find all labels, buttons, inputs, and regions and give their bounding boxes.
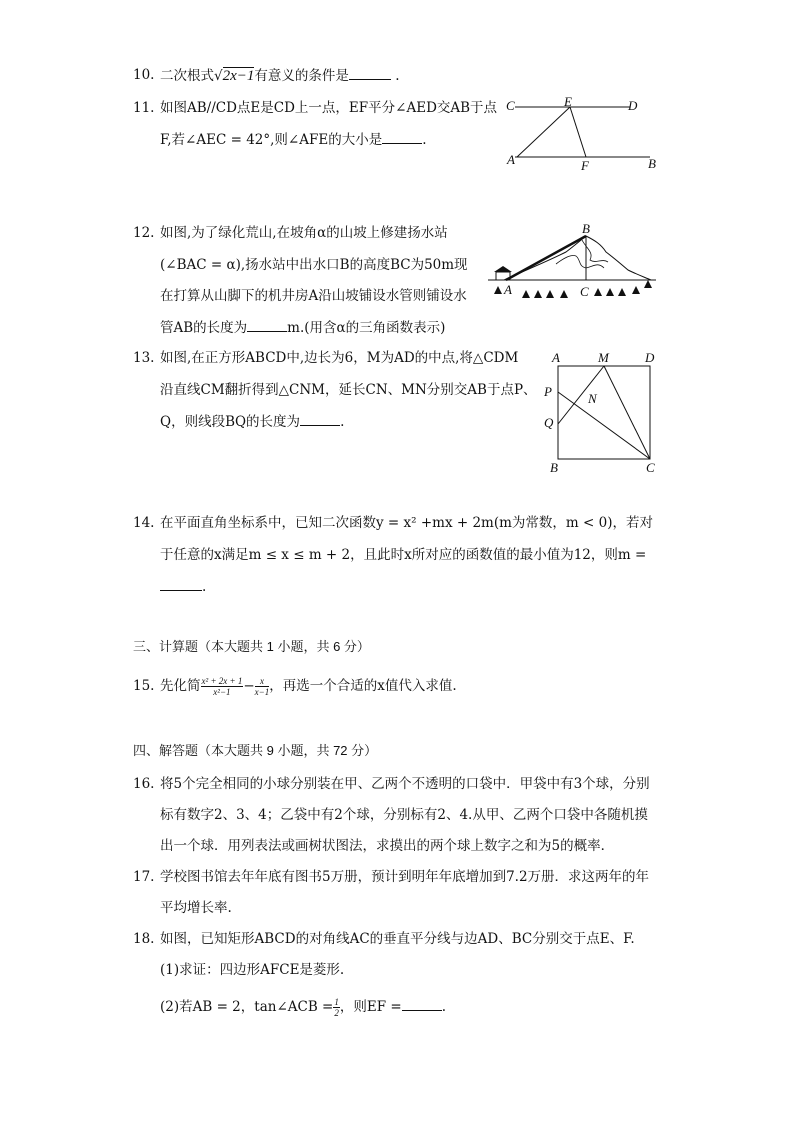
q10-end: . (395, 68, 400, 84)
q10-number: 10. (133, 67, 155, 83)
label-a: A (504, 282, 512, 297)
q11-line2-text: F,若∠AEC = 42°,则∠AFE的大小是 (160, 132, 383, 148)
q18-answer-blank[interactable] (402, 997, 442, 1011)
segment-ea (517, 107, 570, 157)
label-a: A (552, 350, 560, 365)
q13-line3 (160, 412, 344, 431)
q16-line3: 出一个球．用列表法或画树状图法，求摸出的两个球上数字之和为5的概率． (160, 838, 615, 854)
q18-number: 18. (133, 931, 155, 947)
section-3-heading: 三、计算题（本大题共 1 小题，共 6 分） (133, 639, 370, 654)
q12-line3: 在打算从山脚下的机井房A沿山坡铺设水管则铺设水 (160, 288, 467, 304)
label-d: D (628, 98, 638, 113)
label-m: M (598, 350, 609, 365)
frac2-numerator: x (255, 676, 270, 687)
q15-pre: 先化简 (160, 678, 201, 694)
q11-figure (500, 94, 670, 174)
label-e: E (564, 94, 572, 109)
label-b: B (648, 156, 656, 171)
square-abcd (558, 366, 650, 459)
q12-answer-blank[interactable] (247, 318, 287, 332)
tan-numerator: 1 (334, 997, 339, 1007)
label-f: F (581, 158, 589, 173)
q12-line4a: 管AB的长度为 (160, 320, 248, 336)
q12-number: 12. (133, 225, 155, 241)
q10-pre: 二次根式 (160, 68, 214, 84)
label-b: B (550, 460, 558, 475)
pipe-ab (506, 236, 586, 280)
q11-answer-blank[interactable] (382, 130, 422, 144)
q18-line1: 如图，已知矩形ABCD的对角线AC的垂直平分线与边AD、BC分别交于点E、F. (160, 931, 635, 947)
q14-line1: 在平面直角坐标系中，已知二次函数y = x² +mx + 2m(m为常数，m < 0)，若对 (160, 515, 653, 531)
q14-end: . (202, 579, 207, 595)
q15-minus: − (243, 678, 255, 694)
label-d: D (645, 350, 655, 365)
q10-text (160, 66, 399, 85)
q18-line3 (160, 992, 446, 1022)
q12-line4 (160, 318, 445, 337)
q12-line2: (∠BAC = α),扬水站中出水口B的高度BC为50m现 (160, 257, 468, 273)
label-c: C (580, 284, 589, 299)
frac1-denominator: x²−1 (213, 687, 231, 697)
frac2-denominator: x−1 (254, 687, 270, 697)
q15-fraction-2 (255, 676, 270, 697)
mountain-detail (556, 255, 604, 268)
q13-line1: 如图,在正方形ABCD中,边长为6，M为AD的中点,将△CDM (160, 350, 519, 366)
q16-line2: 标有数字2、3、4；乙袋中有2个球，分别标有2、4.从甲、乙两个口袋中各随机摸 (160, 807, 648, 823)
q15-post: ，再选一个合适的x值代入求值. (269, 678, 457, 694)
q13-figure (540, 348, 665, 476)
q10-post: 有意义的条件是 (254, 68, 349, 84)
q16-number: 16. (133, 776, 155, 792)
label-a: A (507, 152, 515, 167)
q12-line4b: m.(用含α的三角函数表示) (287, 320, 446, 336)
label-p: P (544, 384, 552, 399)
well-roof-icon (494, 266, 512, 272)
label-b: B (582, 222, 590, 236)
q10-answer-blank[interactable] (349, 66, 391, 80)
label-n: N (588, 391, 597, 406)
q16-line1: 将5个完全相同的小球分别装在甲、乙两个不透明的口袋中．甲袋中有3个球，分别 (160, 776, 650, 792)
q17-line1: 学校图书馆去年年底有图书5万册，预计到明年年底增加到7.2万册．求这两年的年 (160, 869, 650, 885)
q14-line2: 于任意的x满足m ≤ x ≤ m + 2，且此时x所对应的函数值的最小值为12，则m = (160, 547, 647, 563)
q18-line3b: ，则EF = (339, 999, 402, 1015)
q17-line2: 平均增长率. (160, 900, 232, 916)
q14-line3 (160, 577, 206, 596)
segment-pc (558, 392, 650, 459)
q18-end: . (441, 999, 446, 1015)
q18-line2: (1)求证：四边形AFCE是菱形. (160, 962, 345, 978)
label-q: Q (544, 415, 554, 430)
q11-line1: 如图AB//CD点E是CD上一点，EF平分∠AED交AB于点 (160, 100, 498, 116)
q14-answer-blank[interactable] (160, 577, 202, 591)
q13-line2: 沿直线CM翻折得到△CNM，延长CN、MN分别交AB于点P、 (160, 382, 537, 398)
segment-mc (604, 366, 650, 459)
q11-line2 (160, 130, 427, 149)
q18-line3a: (2)若AB = 2，tan∠ACB = (160, 999, 334, 1015)
label-c: C (646, 460, 655, 475)
q13-end: . (340, 414, 345, 430)
q13-number: 13. (133, 350, 155, 366)
q15-fraction-1 (201, 676, 244, 697)
q11-number: 11. (133, 100, 155, 116)
q15-text (160, 668, 457, 704)
q10-radicand: 2x−1 (222, 68, 255, 84)
q13-line3-text: Q，则线段BQ的长度为 (160, 414, 301, 430)
q12-figure (486, 222, 658, 304)
q11-end: . (422, 132, 427, 148)
section-4-heading: 四、解答题（本大题共 9 小题，共 72 分） (133, 743, 378, 758)
trees-icon (494, 280, 652, 298)
segment-ef (570, 107, 586, 157)
sqrt-sign: √ (214, 68, 223, 84)
q15-number: 15. (133, 678, 155, 694)
q14-number: 14. (133, 515, 155, 531)
label-c: C (506, 98, 515, 113)
frac1-numerator: x² + 2x + 1 (201, 676, 243, 686)
q12-line1: 如图,为了绿化荒山,在坡角α的山坡上修建扬水站 (160, 225, 448, 241)
segment-mq (558, 366, 604, 424)
q13-answer-blank[interactable] (300, 412, 340, 426)
tan-denominator: 2 (334, 1008, 339, 1018)
q17-number: 17. (133, 869, 155, 885)
